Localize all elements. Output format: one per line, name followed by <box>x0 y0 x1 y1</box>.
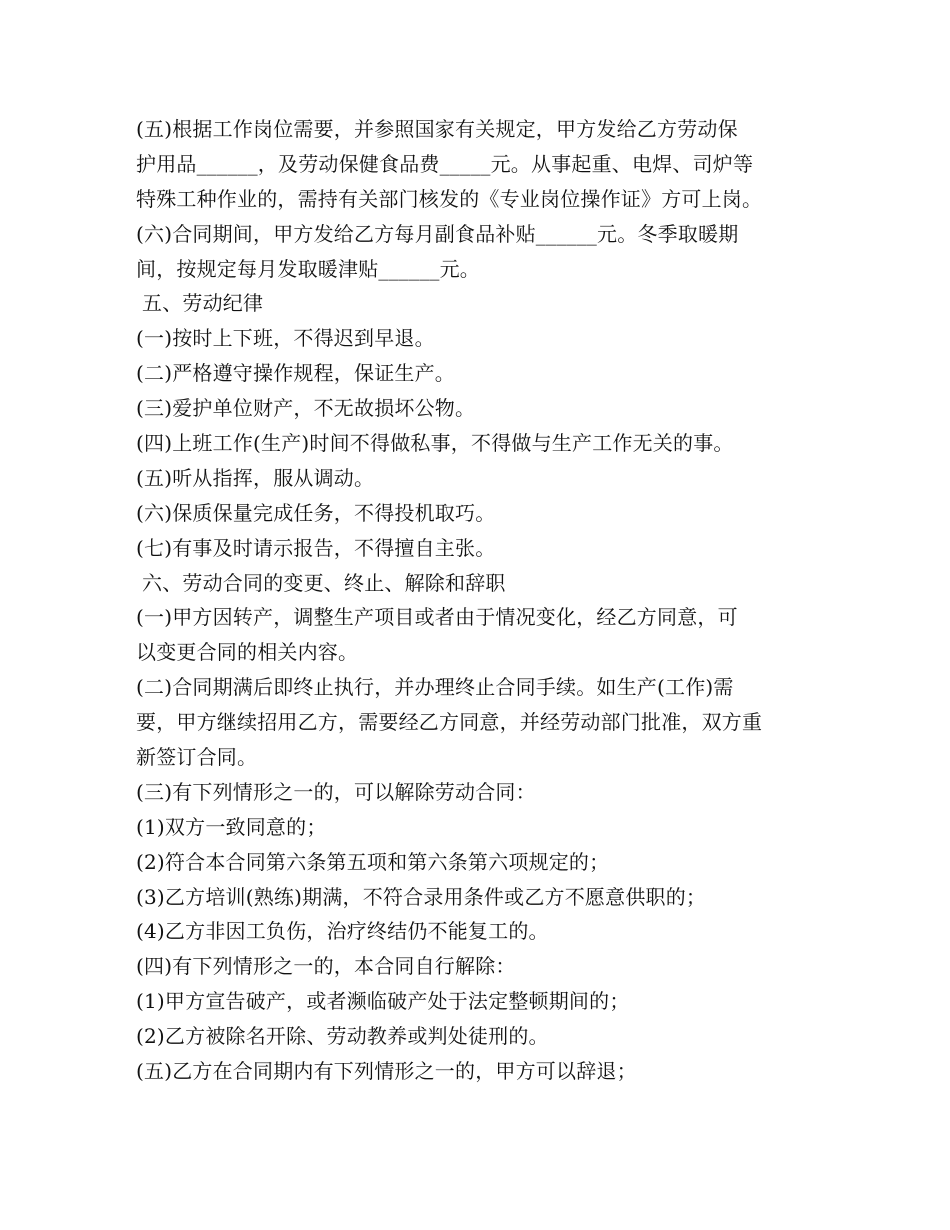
paragraph-line: (三)爱护单位财产，不无故损坏公物。 <box>136 396 476 421</box>
paragraph-line: (一)甲方因转产，调整生产项目或者由于情况变化，经乙方同意，可 <box>136 605 738 630</box>
paragraph-line: (一)按时上下班，不得迟到早退。 <box>136 326 435 351</box>
paragraph-line: 要，甲方继续招用乙方，需要经乙方同意，并经劳动部门批准，双方重 <box>136 710 763 735</box>
paragraph-line: (四)上班工作(生产)时间不得做私事，不得做与生产工作无关的事。 <box>136 431 734 456</box>
paragraph-line: (六)合同期间，甲方发给乙方每月副食品补贴______元。冬季取暖期 <box>136 221 739 246</box>
paragraph-line: (2)乙方被除名开除、劳动教养或判处徒刑的。 <box>136 1024 549 1049</box>
paragraph-line: (二)严格遵守操作规程，保证生产。 <box>136 361 456 386</box>
document-body <box>136 112 816 1089</box>
paragraph-line: 特殊工种作业的，需持有关部门核发的《专业岗位操作证》方可上岗。 <box>136 186 763 211</box>
paragraph-line: (四)有下列情形之一的，本合同自行解除： <box>136 954 516 979</box>
paragraph-line: (4)乙方非因工负伤，治疗终结仍不能复工的。 <box>136 919 549 944</box>
paragraph-line: (三)有下列情形之一的，可以解除劳动合同： <box>136 779 536 804</box>
paragraph-line: (二)合同期满后即终止执行，并办理终止合同手续。如生产(工作)需 <box>136 675 734 700</box>
paragraph-line: (六)保质保量完成任务，不得投机取巧。 <box>136 500 496 525</box>
paragraph-line: (七)有事及时请示报告，不得擅自主张。 <box>136 535 496 560</box>
paragraph-line: 间，按规定每月发取暖津贴______元。 <box>136 256 480 281</box>
paragraph-line: (五)听从指挥，服从调动。 <box>136 465 375 490</box>
paragraph-line: (3)乙方培训(熟练)期满，不符合录用条件或乙方不愿意供职的； <box>136 884 707 909</box>
paragraph-line: (2)符合本合同第六条第五项和第六条第六项规定的； <box>136 849 610 874</box>
paragraph-line: 新签订合同。 <box>136 745 258 770</box>
paragraph-line: 以变更合同的相关内容。 <box>136 640 359 665</box>
section-heading-labor-discipline: 五、劳动纪律 <box>142 291 264 316</box>
section-heading-contract-changes: 六、劳动合同的变更、终止、解除和辞职 <box>142 570 506 595</box>
paragraph-line: (五)根据工作岗位需要，并参照国家有关规定，甲方发给乙方劳动保 <box>136 117 738 141</box>
paragraph-line: (1)双方一致同意的； <box>136 814 327 839</box>
paragraph-line: 护用品______，及劳动保健食品费_____元。从事起重、电焊、司炉等 <box>136 151 754 176</box>
paragraph-line: (1)甲方宣告破产，或者濒临破产处于法定整顿期间的； <box>136 989 630 1014</box>
paragraph-line: (五)乙方在合同期内有下列情形之一的，甲方可以辞退； <box>136 1059 637 1084</box>
